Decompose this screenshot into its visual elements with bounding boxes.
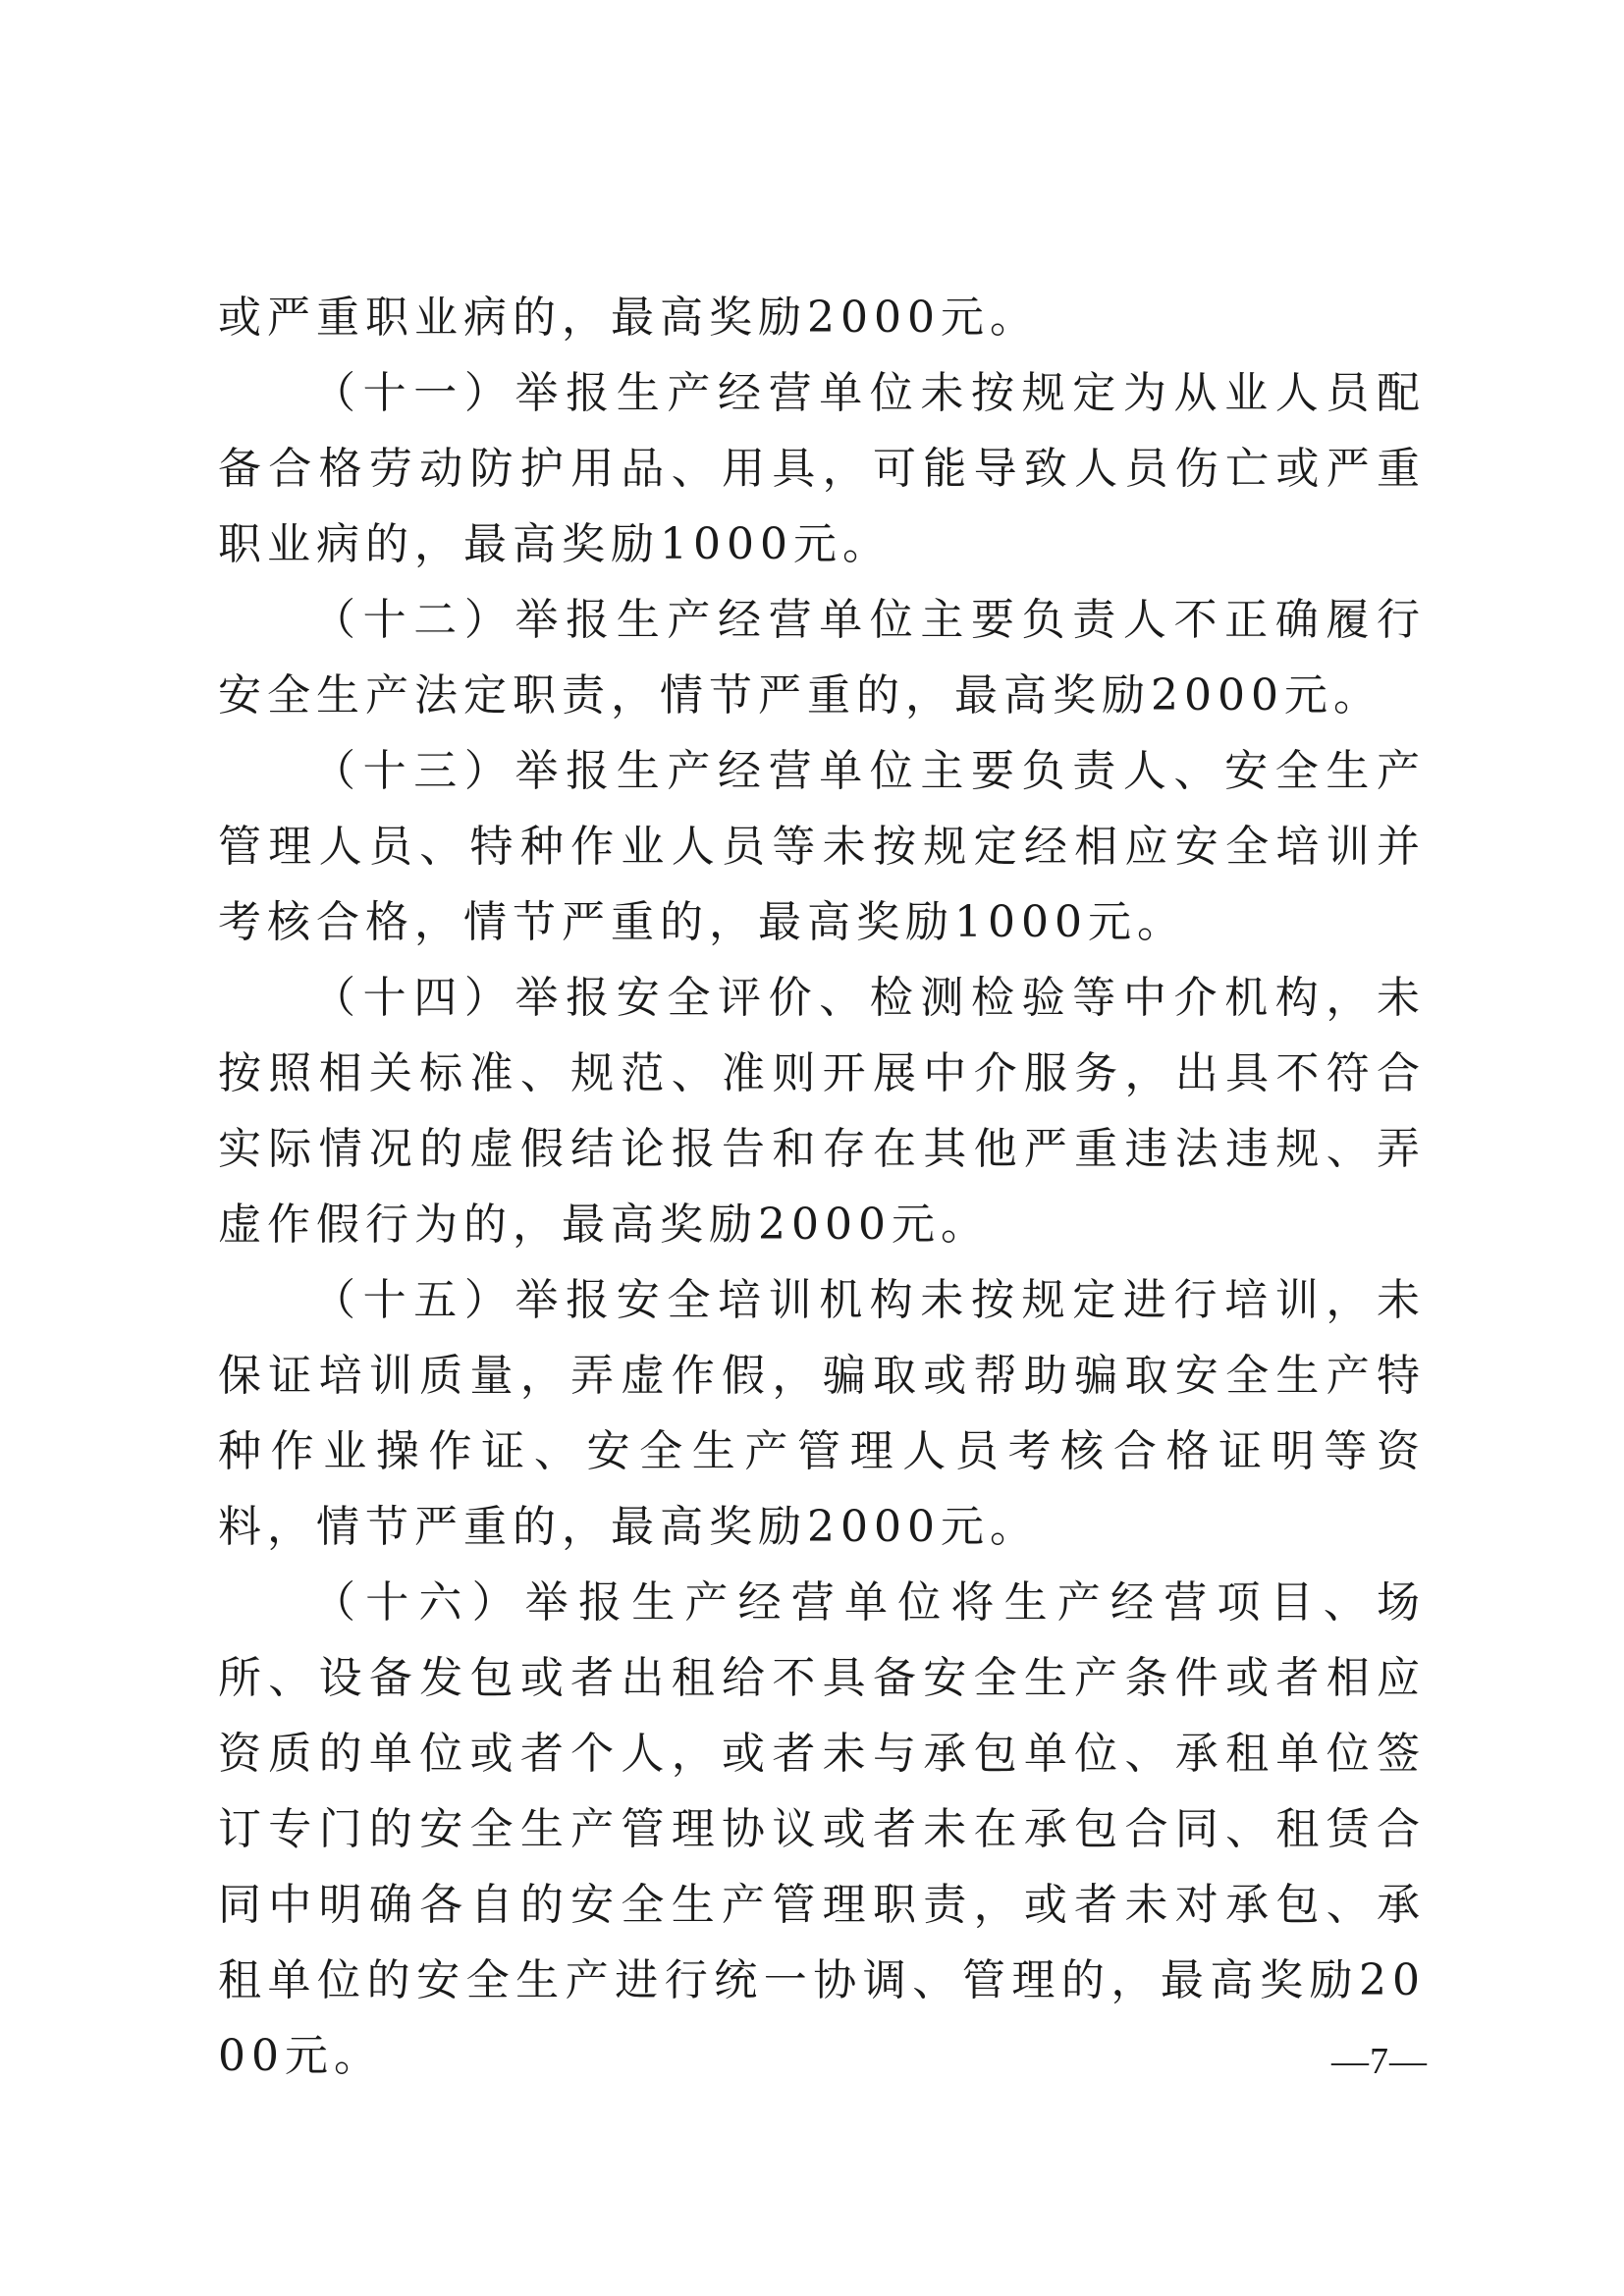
paragraph-item-11: （十一）举报生产经营单位未按规定为从业人员配备合格劳动防护用品、用具，可能导致人员伤亡或严重职业病的，最高奖励1000元。 (218, 368, 1426, 569)
paragraph-item-16: （十六）举报生产经营单位将生产经营项目、场所、设备发包或者出租给不具备安全生产条件或者相应资质的单位或者个人，或者未与承包单位、承租单位签订专门的安全生产管理协议或者未在承包合同、租赁合同中明确各自的安全生产管理职责，或者未对承包、承租单位的安全生产进行统一协调、管理的，最高奖励2000元。 (218, 1577, 1426, 2081)
paragraph-continuation: 或严重职业病的，最高奖励2000元。 (218, 293, 1039, 343)
paragraph-item-12: （十二）举报生产经营单位主要负责人不正确履行安全生产法定职责，情节严重的，最高奖励2000元。 (218, 595, 1426, 721)
body-text (218, 280, 1426, 2094)
paragraph-item-13: （十三）举报生产经营单位主要负责人、安全生产管理人员、特种作业人员等未按规定经相应安全培训并考核合格，情节严重的，最高奖励1000元。 (218, 746, 1426, 947)
paragraph-item-15: （十五）举报安全培训机构未按规定进行培训，未保证培训质量，弄虚作假，骗取或帮助骗取安全生产特种作业操作证、安全生产管理人员考核合格证明等资料，情节严重的，最高奖励2000元。 (218, 1275, 1426, 1552)
paragraph-item-14: （十四）举报安全评价、检测检验等中介机构，未按照相关标准、规范、准则开展中介服务，出具不符合实际情况的虚假结论报告和存在其他严重违法违规、弄虚作假行为的，最高奖励2000元。 (218, 973, 1426, 1250)
page-number: —7— (1331, 2041, 1428, 2082)
